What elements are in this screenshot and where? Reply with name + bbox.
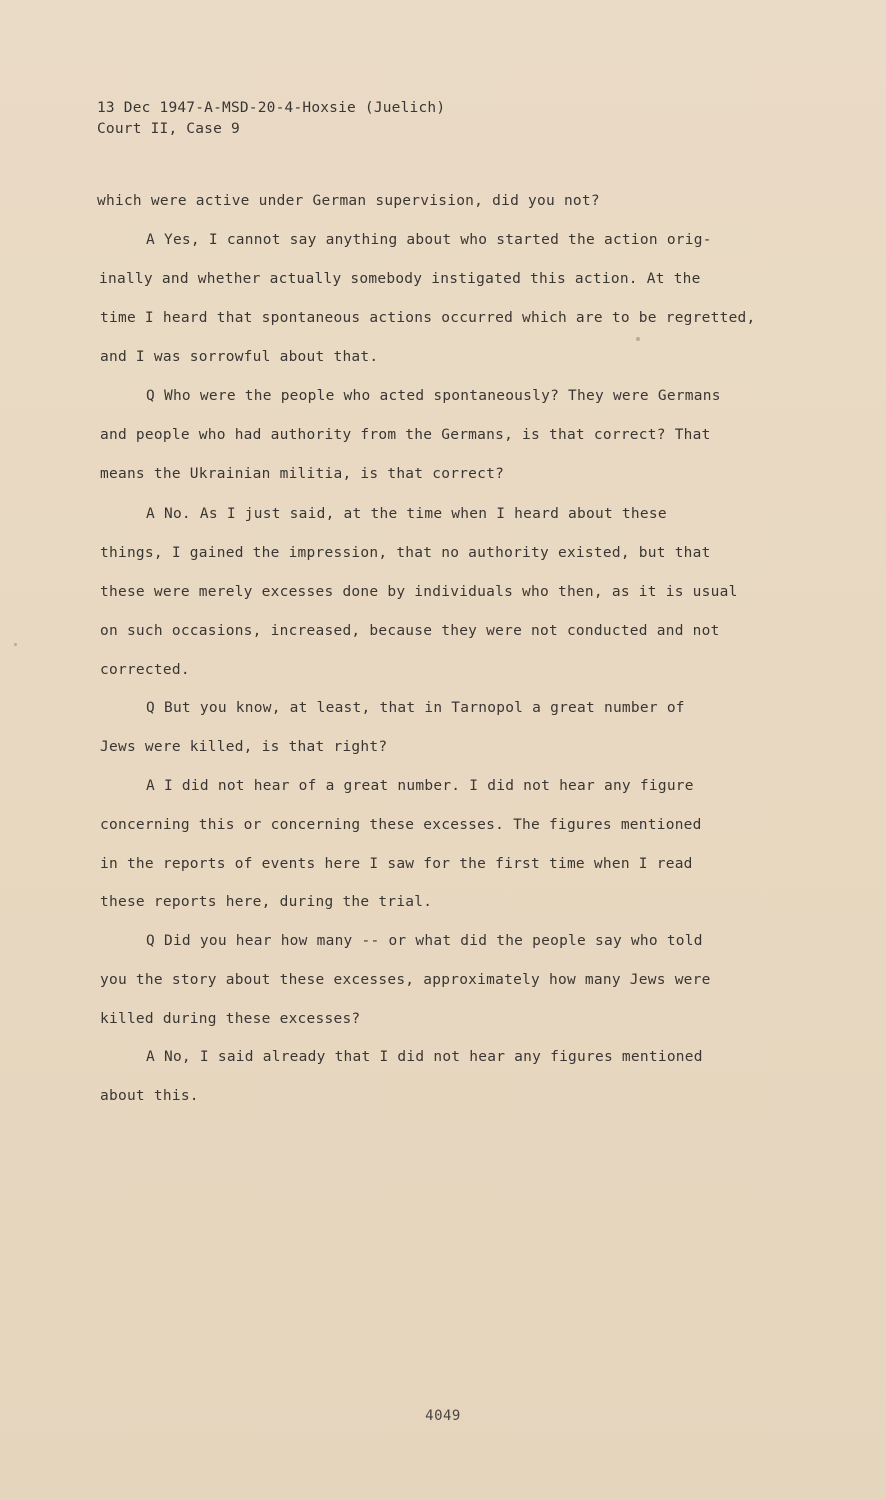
text-line: these were merely excesses done by individuals who then, as it is usual (100, 584, 738, 600)
text-line: means the Ukrainian militia, is that correct? (100, 466, 505, 482)
text-line: and people who had authority from the Germans, is that correct? That (100, 427, 711, 443)
text-line: inally and whether actually somebody instigated this action. At the (99, 271, 701, 287)
text-line: you the story about these excesses, approximately how many Jews were (100, 972, 711, 988)
header-line-2: Court II, Case 9 (97, 121, 240, 137)
text-line: killed during these excesses? (100, 1011, 361, 1027)
text-line: things, I gained the impression, that no authority existed, but that (100, 545, 711, 561)
text-line: concerning this or concerning these excesses. The figures mentioned (100, 817, 702, 833)
text-line: and I was sorrowful about that. (100, 349, 379, 365)
text-line: A I did not hear of a great number. I did not hear any figure (146, 778, 694, 794)
header-line-1: 13 Dec 1947-A-MSD-20-4-Hoxsie (Juelich) (97, 100, 446, 116)
text-line: Q But you know, at least, that in Tarnopol a great number of (146, 700, 685, 716)
paper-speck (636, 337, 640, 341)
text-line: Q Did you hear how many -- or what did the people say who told (146, 933, 703, 949)
text-line: in the reports of events here I saw for the first time when I read (100, 856, 693, 872)
text-line: corrected. (100, 662, 190, 678)
text-line: time I heard that spontaneous actions occurred which are to be regretted, (100, 310, 756, 326)
document-header (97, 98, 445, 140)
text-line: Jews were killed, is that right? (100, 739, 388, 755)
text-line: A Yes, I cannot say anything about who started the action orig- (146, 232, 712, 248)
text-line: these reports here, during the trial. (100, 894, 433, 910)
page-number: 4049 (425, 1408, 461, 1424)
text-line: A No, I said already that I did not hear any figures mentioned (146, 1049, 703, 1065)
paper-speck (14, 643, 17, 646)
text-line: Q Who were the people who acted spontaneously? They were Germans (146, 388, 721, 404)
text-line: on such occasions, increased, because they were not conducted and not (100, 623, 720, 639)
text-line: A No. As I just said, at the time when I heard about these (146, 506, 667, 522)
text-line: about this. (100, 1088, 199, 1104)
text-line: which were active under German supervision, did you not? (97, 193, 600, 209)
